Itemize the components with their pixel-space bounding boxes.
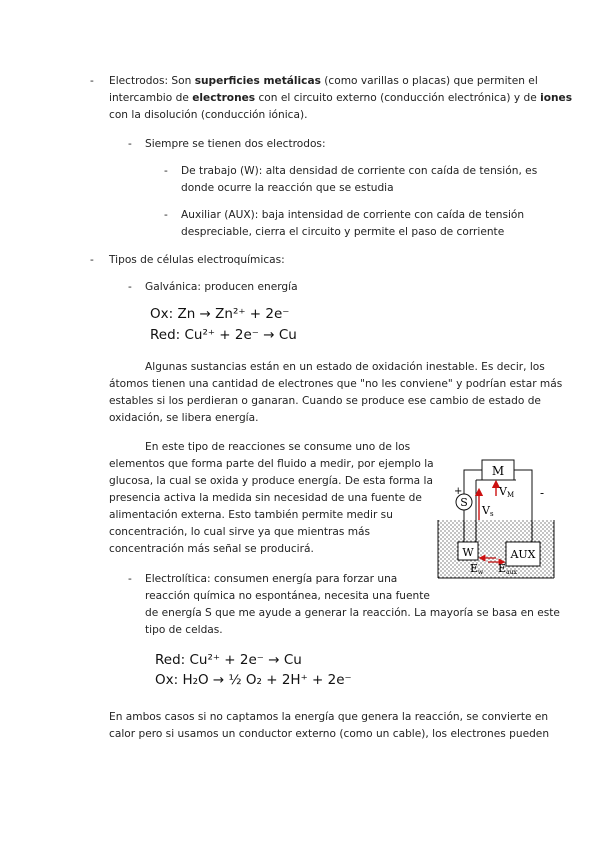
bullet-dash: - (90, 75, 94, 87)
paragraph-3-line-1: En ambos casos si no captamos la energía que genera la reacción, se convierte en (109, 711, 549, 723)
paragraph-2-line-5: alimentación externa. Esto también permite medir su (109, 509, 393, 521)
electrodos-line-3: con la disolución (conducción iónica). (109, 109, 308, 121)
bullet-dash: - (164, 165, 168, 177)
source-label: S (460, 496, 468, 509)
paragraph-2-line-2: elementos que forma parte del fluido a medir, por ejemplo la (109, 458, 434, 470)
paragraph-2-line-3: glucosa, la cual se oxida y produce energía. De esta forma la (109, 475, 433, 487)
auxiliar-line-2: despreciable, cierra el circuito y permite el paso de corriente (181, 226, 505, 238)
paragraph-2-line-1: En este tipo de reacciones se consume uno de los (145, 441, 411, 453)
w-label: W (462, 546, 474, 559)
galvanica-text: Galvánica: producen energía (145, 281, 298, 293)
electrolitica-line-4: tipo de celdas. (145, 624, 223, 636)
vs-label: Vs (482, 504, 494, 518)
electrodos-line-2: intercambio de electrones con el circuito externo (conducción electrónica) y de iones (109, 92, 573, 104)
plus-sign: + (454, 486, 463, 497)
electrodos-line-1: Electrodos: Son superficies metálicas (como varillas o placas) que permiten el (109, 75, 538, 87)
aux-label: AUX (510, 548, 536, 561)
trabajo-line-2: donde ocurre la reacción que se estudia (181, 182, 394, 194)
electrolitica-line-3: de energía S que me ayude a generar la reacción. La mayoría se basa en este (145, 607, 560, 619)
bullet-dash: - (128, 281, 132, 293)
auxiliar-line-1: Auxiliar (AUX): baja intensidad de corriente con caída de tensión (181, 209, 525, 221)
dos-electrodos-text: Siempre se tienen dos electrodos: (145, 138, 326, 150)
equation-red-cu: Red: Cu²⁺ + 2e⁻ → Cu (150, 327, 297, 343)
paragraph-3-line-2: calor pero si usamos un conductor externo (como un cable), los electrones pueden (109, 728, 550, 740)
paragraph-2-line-4: presencia activa la medida sin necesidad de una fuente de (109, 492, 422, 504)
tipos-title: Tipos de células electroquímicas: (109, 254, 285, 266)
paragraph-2-line-6: concentración, lo cual sirve ya que mientras más (109, 526, 371, 538)
equation-red-cu-2: Red: Cu²⁺ + 2e⁻ → Cu (155, 652, 302, 668)
bullet-dash: - (90, 254, 94, 266)
minus-sign: - (540, 486, 545, 500)
equation-ox-zn: Ox: Zn → Zn²⁺ + 2e⁻ (150, 306, 290, 322)
paragraph-1-line-3: estables si los perdieran o ganaran. Cuando se produce ese cambio de estado de (109, 395, 541, 407)
equation-ox-h2o: Ox: H₂O → ½ O₂ + 2H⁺ + 2e⁻ (155, 672, 352, 688)
paragraph-1-line-1: Algunas sustancias están en un estado de oxidación inestable. Es decir, los (145, 361, 545, 373)
paragraph-1-line-4: oxidación, se libera energía. (109, 412, 259, 424)
paragraph-1-line-2: átomos tienen una cantidad de electrones que "no les conviene" y podrían estar más (109, 378, 563, 390)
vm-label: VM (499, 485, 515, 499)
bullet-dash: - (128, 138, 132, 150)
paragraph-2-line-7: concentración más señal se producirá. (109, 543, 314, 555)
bullet-dash: - (164, 209, 168, 221)
electrolitica-line-1: Electrolítica: consumen energía para forzar una (145, 573, 398, 585)
ew-label: Ew (470, 562, 484, 576)
meter-label: M (491, 464, 505, 478)
electrochemical-cell-diagram (436, 450, 556, 582)
bullet-dash: - (128, 573, 132, 585)
trabajo-line-1: De trabajo (W): alta densidad de corriente con caída de tensión, es (181, 165, 538, 177)
electrolitica-line-2: reacción química no espontánea, necesita una fuente (145, 590, 430, 602)
eaux-label: Eaux (498, 562, 517, 576)
